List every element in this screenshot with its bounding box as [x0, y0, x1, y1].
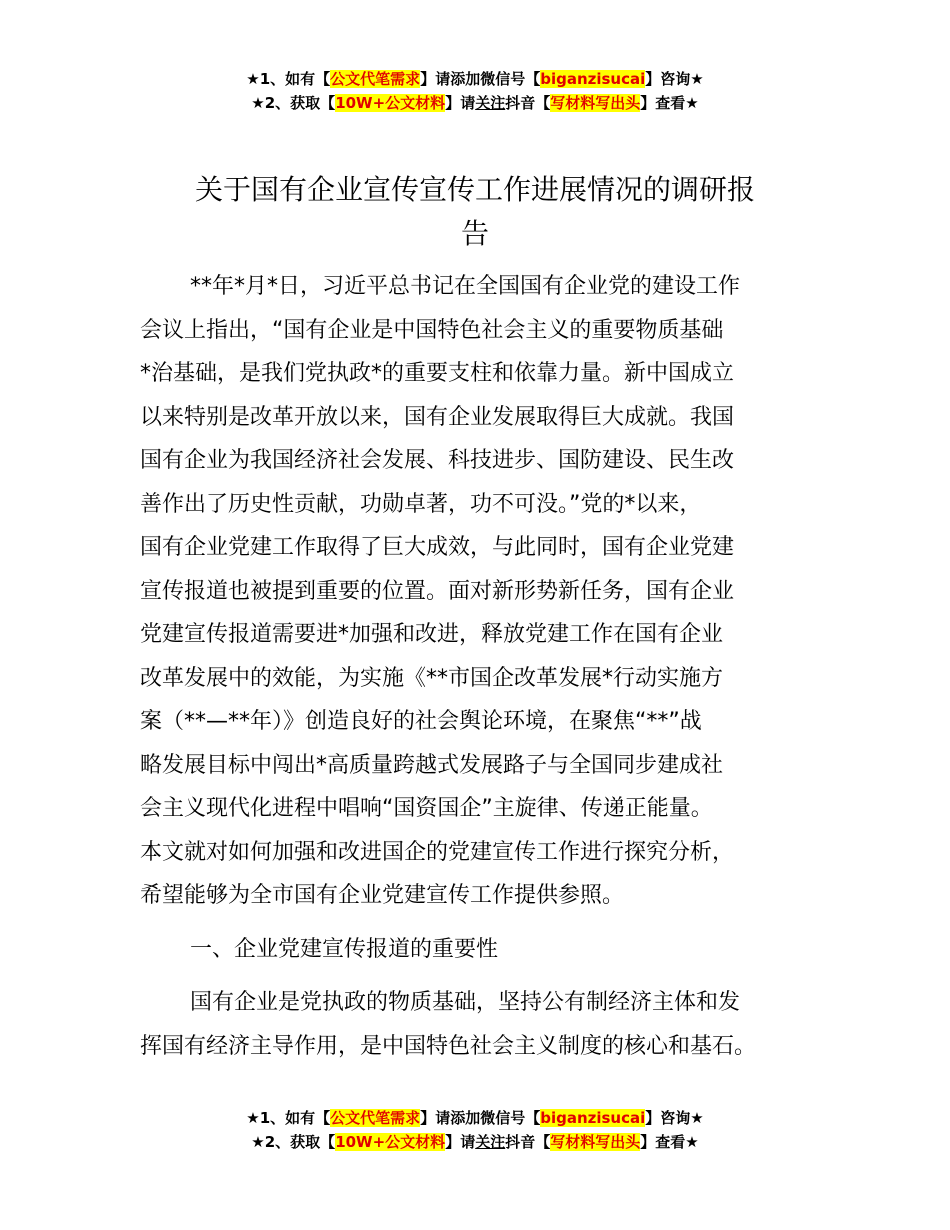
document-title-line-2: 告 — [460, 217, 489, 250]
promo-line-2: ★2、获取【10W+公文材料】请关注抖音【写材料写出头】查看★ — [251, 1133, 699, 1151]
promo-highlight-materials: 10W+公文材料 — [335, 94, 446, 112]
promo-highlight-douyin: 写材料写出头 — [550, 1133, 641, 1151]
text-line: 会议上指出，“国有企业是中国特色社会主义的重要物质基础 — [140, 317, 724, 343]
promo-underlined-follow: 关注 — [475, 1133, 506, 1151]
text-line: 国有企业是党执政的物质基础，坚持公有制经济主体和发 — [190, 990, 741, 1015]
promo-highlight-douyin: 写材料写出头 — [550, 94, 641, 112]
promo-highlight-ghostwriting: 公文代笔需求 — [330, 70, 421, 88]
section-heading-text: 一、企业党建宣传报道的重要性 — [190, 936, 499, 962]
text-line: 党建宣传报道需要进*加强和改进，释放党建工作在国有企业 — [140, 622, 724, 647]
text-line: 国有企业党建工作取得了巨大成效，与此同时，国有企业党建 — [140, 535, 735, 560]
text-line: *治基础，是我们党执政*的重要支柱和依靠力量。新中国成立 — [140, 361, 735, 386]
paragraph-intro — [140, 265, 830, 918]
promo-highlight-wechat-id: biganzisucai — [540, 1109, 646, 1127]
document-title — [140, 168, 810, 256]
text-line: 改革发展中的效能，为实施《**市国企改革发展*行动实施方 — [140, 665, 724, 691]
promo-highlight-wechat-id: biganzisucai — [540, 70, 646, 88]
text-line: 略发展目标中闯出*高质量跨越式发展路子与全国同步建成社 — [140, 752, 724, 778]
section-heading — [140, 928, 830, 972]
promo-line-2: ★2、获取【10W+公文材料】请关注抖音【写材料写出头】查看★ — [251, 94, 699, 112]
promo-highlight-materials: 10W+公文材料 — [335, 1133, 446, 1151]
header-promo — [0, 67, 950, 115]
promo-line-1: ★1、如有【公文代笔需求】请添加微信号【biganzisucai】咨询★ — [246, 1109, 704, 1127]
text-line: 本文就对如何加强和改进国企的党建宣传工作进行探究分析， — [140, 839, 735, 865]
paragraph-section-1 — [140, 981, 830, 1068]
text-line: 国有企业为我国经济社会发展、科技进步、国防建设、民生改 — [140, 448, 735, 473]
text-line: 以来特别是改革开放以来，国有企业发展取得巨大成就。我国 — [140, 404, 735, 430]
text-line: 希望能够为全市国有企业党建宣传工作提供参照。 — [140, 883, 625, 908]
paragraph-spacer — [140, 918, 830, 928]
text-line: 案（**—**年）》创造良好的社会舆论环境，在聚焦“**”战 — [140, 709, 702, 734]
paragraph-spacer — [140, 971, 830, 981]
promo-underlined-follow: 关注 — [475, 94, 506, 112]
promo-highlight-ghostwriting: 公文代笔需求 — [330, 1109, 421, 1127]
document-body — [140, 265, 830, 1068]
promo-line-1: ★1、如有【公文代笔需求】请添加微信号【biganzisucai】咨询★ — [246, 70, 704, 88]
text-line: 善作出了历史性贡献，功勋卓著，功不可没。”党的*以来， — [140, 491, 702, 517]
text-line: 挥国有经济主导作用，是中国特色社会主义制度的核心和基石。 — [140, 1033, 757, 1059]
footer-promo — [0, 1106, 950, 1154]
text-line: 宣传报道也被提到重要的位置。面对新形势新任务，国有企业 — [140, 578, 735, 604]
document-title-line-1: 关于国有企业宣传宣传工作进展情况的调研报 — [194, 173, 755, 206]
text-line: 会主义现代化进程中唱响“国资国企”主旋律、传递正能量。 — [140, 796, 713, 821]
text-line: **年*月*日，习近平总书记在全国国有企业党的建设工作 — [190, 274, 741, 299]
